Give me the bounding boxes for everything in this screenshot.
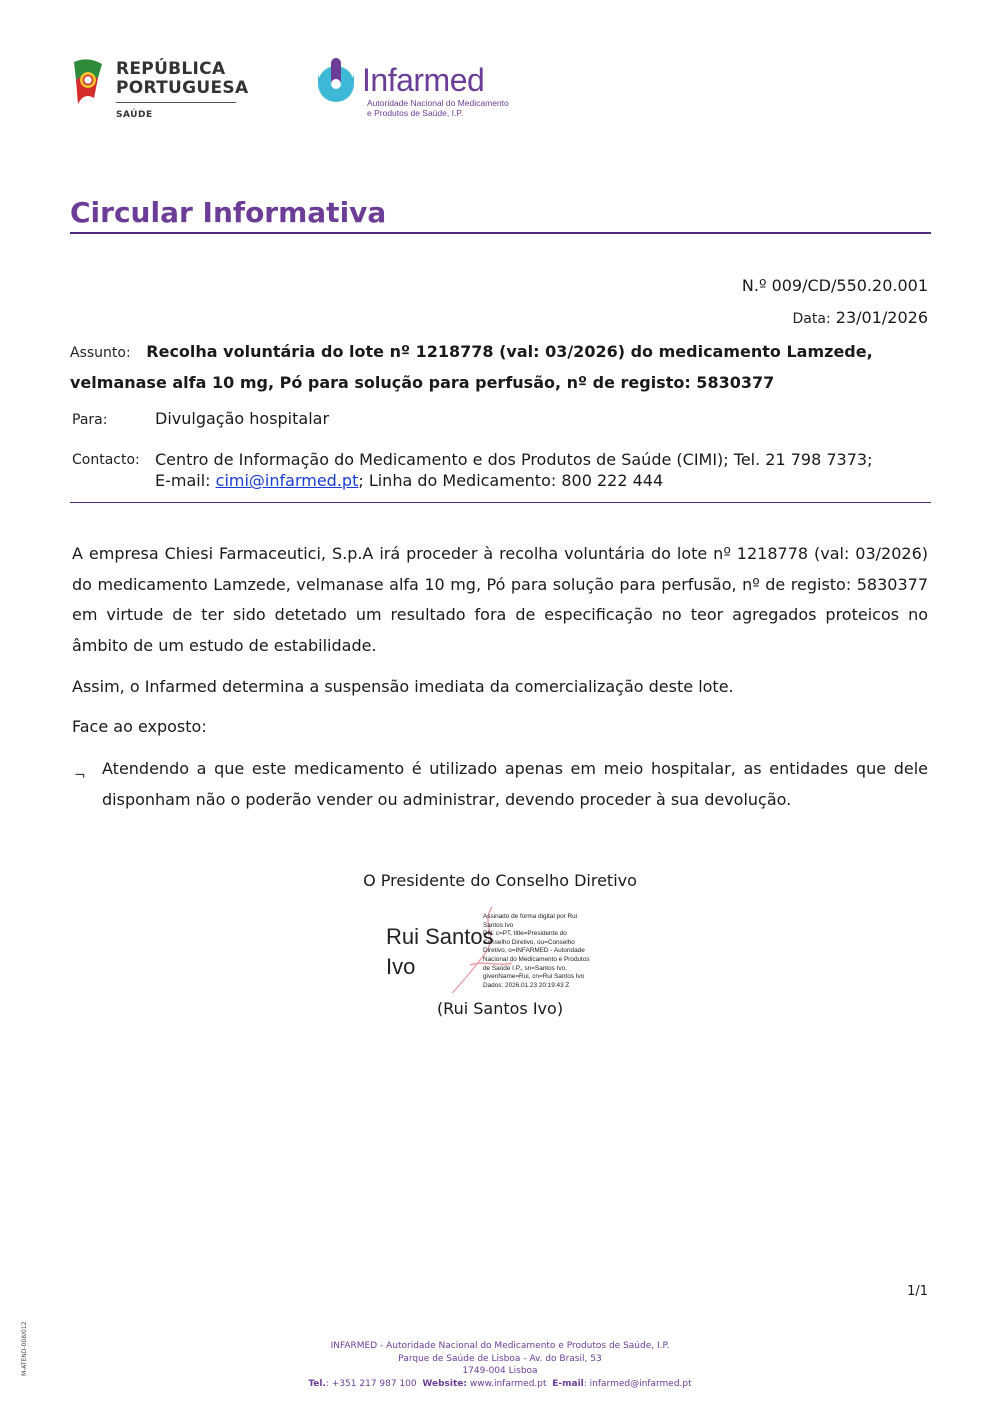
infarmed-logo [314,58,358,104]
form-code: M-ATEND-008/012 [21,1321,28,1376]
footer-tel-label: Tel. [308,1378,326,1389]
sig-detail-line: Santos Ivo [483,921,514,929]
republica-line1: REPÚBLICA [116,59,226,79]
sig-detail-line: Nacional do Medicamento e Produtos [483,955,590,963]
sig-detail-line: DN: c=PT, title=Presidente do [483,930,567,938]
infarmed-subtitle [367,98,509,118]
footer [0,1340,1000,1390]
header-divider [70,502,931,503]
footer-email-label: E-mail [552,1378,584,1389]
footer-line1: INFARMED - Autoridade Nacional do Medicamento e Produtos de Saúde, I.P. [330,1341,670,1351]
page-number: 1/1 [907,1284,928,1299]
cimi-email-link[interactable]: cimi@infarmed.pt [215,471,359,490]
sig-detail-line: Dados: 2026.01.23 20:19:43 Z [483,981,570,989]
date-value: 23/01/2026 [835,308,928,327]
digital-signature-name [386,922,494,982]
digital-signature-details [483,913,608,990]
contacto-value [155,449,945,491]
republica-sub: SAÚDE [116,110,153,120]
republica-portuguesa-wordmark [116,60,248,98]
email-prefix: E-mail: [155,471,216,490]
document-number: N.º 009/CD/550.20.001 [741,276,928,295]
republica-line2: PORTUGUESA [116,78,249,98]
bullet-marker-icon: ¬ [74,768,86,784]
signature-line1: Rui Santos [386,924,494,949]
page-title: Circular Informativa [70,196,387,229]
sig-detail-line: givenName=Rui, cn=Rui Santos Ivo [483,973,585,981]
logo-divider [116,102,236,103]
linha-medicamento: ; Linha do Medicamento: 800 222 444 [358,471,664,490]
subject [70,337,932,398]
date-label: Data: [792,311,831,327]
infarmed-symbol-icon [314,58,358,104]
subject-label: Assunto: [70,345,131,361]
title-divider [70,232,931,234]
footer-web-label: Website: [422,1378,467,1389]
republica-portuguesa-logo [70,58,106,106]
footer-contacts [0,1378,1000,1391]
sig-detail-line: de Saúde I.P., sn=Santos Ivo, [483,964,567,972]
para-label: Para: [72,412,108,428]
bullet-item-1: Atendendo a que este medicamento é utilizado apenas em meio hospitalar, as entidades que dele disponham não o poderão vender ou administrar, devendo proceder à sua devolução. [102,759,928,809]
body-paragraph-1: A empresa Chiesi Farmaceutici, S.p.A irá proceder à recolha voluntária do lote nº 1218778 (val: 03/2026) do medicamento Lamzede, velmanase alfa 10 mg, Pó para solução para perfusão, nº de registo: 5830377 em virtude de ter sido detetado um resultado fora de especificação no teor agregados proteicos no âmbito de um estudo de estabilidade. [72,544,928,655]
para-value: Divulgação hospitalar [155,409,330,428]
footer-tel-value: : +351 217 987 100 [325,1378,417,1389]
sig-detail-line: Diretivo, o=INFARMED - Autoridade [483,947,585,955]
footer-line3: 1749-004 Lisboa [462,1366,538,1376]
footer-website-link[interactable]: www.infarmed.pt [469,1378,547,1389]
signatory-name: (Rui Santos Ivo) [436,999,564,1018]
contacto-line2 [155,470,945,491]
infarmed-sub-line1: Autoridade Nacional do Medicamento [367,98,509,108]
portugal-emblem-icon [70,58,106,106]
sig-detail-line: Conselho Diretivo, ou=Conselho [483,938,575,946]
contacto-label: Contacto: [72,452,140,468]
infarmed-sub-line2: e Produtos de Saúde, I.P. [367,108,464,118]
document-date [793,308,928,327]
contacto-line1: Centro de Informação do Medicamento e dos Produtos de Saúde (CIMI); Tel. 21 798 7373; [155,450,873,469]
footer-line2: Parque de Saúde de Lisboa - Av. do Brasil, 53 [398,1353,602,1364]
footer-email-link[interactable]: : infarmed@infarmed.pt [583,1378,692,1389]
signatory-role: O Presidente do Conselho Diretivo [363,871,637,890]
infarmed-wordmark: Infarmed [362,62,485,98]
body-paragraph-2: Assim, o Infarmed determina a suspensão imediata da comercialização deste lote. [72,677,734,696]
body-paragraph-3: Face ao exposto: [72,717,207,736]
sig-detail-line: Assinado de forma digital por Rui [483,913,578,920]
signature-line2: Ivo [386,954,416,979]
subject-text: Recolha voluntária do lote nº 1218778 (val: 03/2026) do medicamento Lamzede, velmanase alfa 10 mg, Pó para solução para perfusão, nº de registo: 5830377 [70,342,873,392]
